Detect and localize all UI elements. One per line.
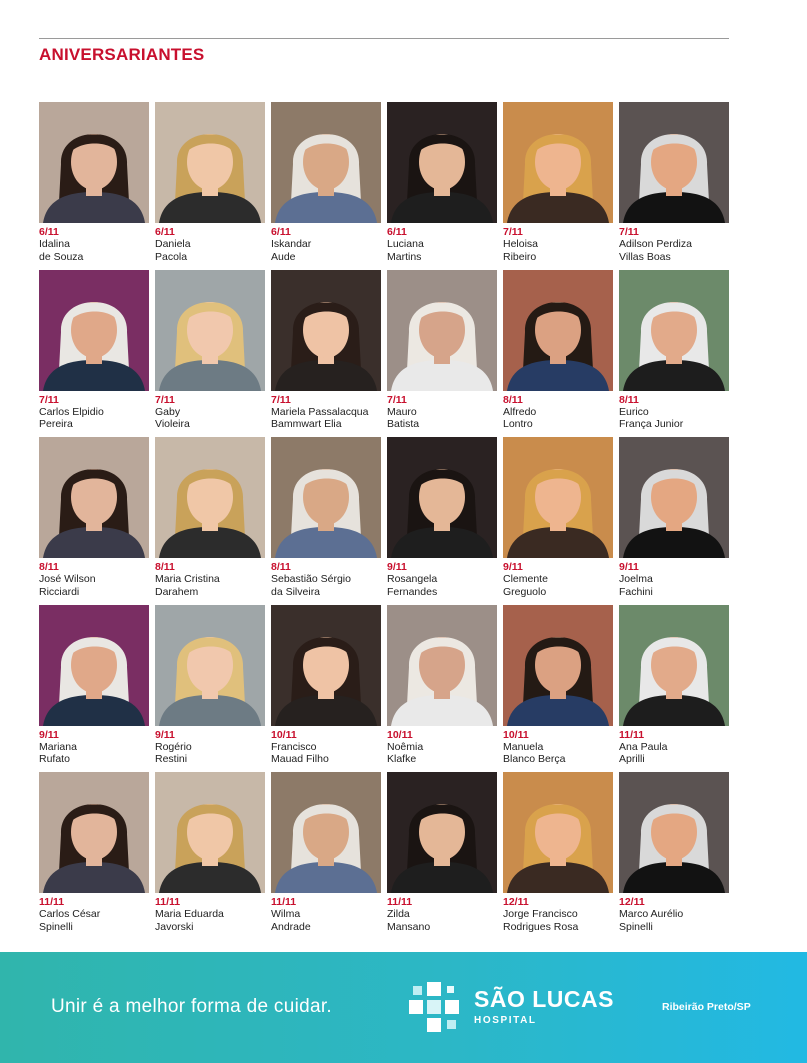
birthday-date: 12/11	[503, 896, 529, 908]
person-first-name: Carlos César	[39, 908, 101, 920]
person-card	[503, 772, 613, 940]
person-card	[155, 102, 265, 270]
person-first-name: Mariela Passalacqua	[271, 405, 369, 418]
birthday-date: 8/11	[271, 561, 291, 573]
person-photo	[39, 772, 149, 893]
person-photo	[155, 437, 265, 558]
person-last-name: Villas Boas	[619, 250, 671, 263]
footer-slogan: Unir é a melhor forma de cuidar.	[51, 996, 332, 1017]
person-first-name: Ana Paula	[619, 740, 668, 753]
person-first-name: Manuela	[503, 740, 544, 753]
section-title: ANIVERSARIANTES	[39, 45, 205, 64]
person-last-name: Violeira	[155, 418, 190, 430]
person-first-name: Noêmia	[387, 740, 424, 753]
person-photo	[39, 270, 149, 391]
person-card	[271, 102, 381, 270]
person-last-name: Martins	[387, 250, 422, 263]
person-card	[155, 270, 265, 438]
person-first-name: Mariana	[39, 740, 77, 753]
person-card	[39, 437, 149, 605]
birthday-date: 10/11	[503, 728, 529, 741]
person-photo	[503, 437, 613, 558]
person-photo	[39, 437, 149, 558]
person-first-name: Sebastião Sérgio	[271, 573, 351, 585]
person-first-name: Heloisa	[503, 238, 539, 250]
person-photo	[39, 102, 149, 223]
person-first-name: Maria Eduarda	[155, 908, 224, 920]
person-photo	[271, 605, 381, 726]
person-last-name: Spinelli	[619, 920, 653, 933]
person-card	[39, 102, 149, 270]
person-photo	[155, 772, 265, 893]
person-last-name: Lontro	[503, 418, 533, 430]
person-card	[503, 270, 613, 438]
birthday-date: 7/11	[155, 393, 175, 406]
person-photo	[503, 772, 613, 893]
birthday-date: 7/11	[387, 393, 407, 406]
person-photo	[387, 772, 497, 893]
birthday-date: 11/11	[387, 896, 413, 908]
birthday-date: 11/11	[39, 896, 65, 908]
person-last-name: Andrade	[271, 920, 311, 933]
birthday-date: 8/11	[619, 393, 639, 406]
person-last-name: Batista	[387, 418, 420, 430]
person-last-name: Spinelli	[39, 920, 73, 933]
person-card	[387, 772, 497, 940]
person-card	[155, 437, 265, 605]
person-photo	[271, 270, 381, 391]
birthday-date: 11/11	[271, 896, 297, 908]
person-card	[271, 772, 381, 940]
person-photo	[619, 270, 729, 391]
person-photo	[503, 605, 613, 726]
person-card	[271, 605, 381, 773]
birthday-grid	[39, 102, 729, 940]
person-card	[619, 437, 729, 605]
person-first-name: Eurico	[619, 405, 649, 418]
birthday-date: 6/11	[271, 226, 291, 238]
person-photo	[503, 102, 613, 223]
person-last-name: Ricciardi	[39, 585, 80, 598]
birthday-date: 6/11	[387, 226, 407, 238]
person-first-name: Idalina	[39, 238, 70, 250]
person-first-name: Rogério	[155, 740, 192, 753]
person-card	[503, 102, 613, 270]
person-photo	[387, 605, 497, 726]
person-first-name: Marco Aurélio	[619, 908, 684, 920]
person-card	[619, 772, 729, 940]
person-last-name: Pacola	[155, 250, 188, 263]
person-last-name: Restini	[155, 753, 188, 765]
person-photo	[619, 437, 729, 558]
birthday-date: 8/11	[155, 561, 175, 573]
birthday-date: 6/11	[155, 226, 175, 238]
person-card	[387, 605, 497, 773]
person-card	[619, 605, 729, 773]
birthday-date: 12/11	[619, 896, 645, 908]
person-first-name: Alfredo	[503, 405, 537, 418]
person-photo	[387, 102, 497, 223]
birthday-date: 10/11	[271, 728, 297, 741]
person-card	[387, 102, 497, 270]
person-last-name: Aprilli	[619, 753, 645, 765]
person-last-name: Mauad Filho	[271, 753, 329, 765]
brand-subtitle: HOSPITAL	[474, 1015, 537, 1026]
person-photo	[155, 102, 265, 223]
person-photo	[503, 270, 613, 391]
person-card	[271, 270, 381, 438]
person-first-name: Gaby	[155, 405, 181, 418]
person-first-name: Maria Cristina	[155, 573, 220, 585]
person-last-name: de Souza	[39, 250, 84, 263]
person-first-name: Joelma	[619, 573, 653, 585]
city-label: Ribeirão Preto/SP	[662, 1001, 751, 1013]
person-first-name: José Wilson	[39, 573, 96, 585]
birthday-date: 10/11	[387, 728, 413, 741]
person-first-name: Rosangela	[387, 573, 438, 585]
person-last-name: Fachini	[619, 585, 653, 598]
person-last-name: Rufato	[39, 753, 70, 765]
person-photo	[387, 437, 497, 558]
birthday-date: 9/11	[155, 728, 175, 741]
person-first-name: Luciana	[387, 238, 424, 250]
person-card	[619, 102, 729, 270]
person-card	[155, 772, 265, 940]
person-card	[619, 270, 729, 438]
person-card	[387, 270, 497, 438]
person-last-name: Rodrigues Rosa	[503, 920, 579, 933]
person-first-name: Wilma	[271, 908, 301, 920]
person-photo	[39, 605, 149, 726]
person-card	[503, 437, 613, 605]
brand-name: SÃO LUCAS	[474, 986, 614, 1012]
person-photo	[155, 605, 265, 726]
birthday-date: 11/11	[619, 728, 645, 741]
person-last-name: Blanco Berça	[503, 753, 566, 765]
person-photo	[619, 102, 729, 223]
person-last-name: Mansano	[387, 920, 431, 933]
person-first-name: Adilson Perdiza	[619, 238, 692, 250]
birthday-date: 7/11	[271, 393, 291, 406]
person-last-name: Pereira	[39, 418, 73, 430]
birthday-date: 7/11	[503, 226, 523, 238]
top-rule	[39, 38, 729, 39]
person-card	[39, 270, 149, 438]
person-card	[39, 605, 149, 773]
person-first-name: Zilda	[387, 908, 410, 920]
person-last-name: Ribeiro	[503, 250, 537, 263]
birthday-date: 9/11	[387, 561, 407, 573]
person-photo	[155, 270, 265, 391]
birthday-date: 8/11	[39, 561, 59, 573]
person-last-name: da Silveira	[271, 585, 321, 598]
person-last-name: Greguolo	[503, 585, 547, 598]
birthday-date: 8/11	[503, 393, 523, 406]
birthday-date: 9/11	[503, 561, 523, 573]
person-first-name: Iskandar	[271, 238, 312, 250]
person-first-name: Mauro	[387, 405, 417, 418]
person-last-name: Fernandes	[387, 585, 438, 598]
person-photo	[271, 437, 381, 558]
birthday-date: 9/11	[39, 728, 59, 741]
person-first-name: Carlos Elpidio	[39, 405, 104, 418]
person-last-name: Klafke	[387, 753, 417, 765]
person-photo	[387, 270, 497, 391]
birthday-date: 6/11	[39, 226, 59, 238]
person-last-name: França Junior	[619, 418, 684, 430]
person-card	[271, 437, 381, 605]
birthday-date: 9/11	[619, 561, 639, 573]
person-last-name: Darahem	[155, 585, 199, 598]
person-last-name: Javorski	[155, 920, 194, 933]
person-first-name: Francisco	[271, 740, 317, 753]
person-photo	[271, 772, 381, 893]
birthday-date: 7/11	[39, 393, 59, 406]
footer-banner	[0, 952, 807, 1063]
person-last-name: Aude	[271, 250, 296, 263]
person-photo	[619, 772, 729, 893]
person-last-name: Bammwart Elia	[271, 418, 342, 430]
person-card	[155, 605, 265, 773]
birthday-date: 7/11	[619, 226, 639, 238]
person-card	[39, 772, 149, 940]
person-photo	[619, 605, 729, 726]
person-card	[387, 437, 497, 605]
person-photo	[271, 102, 381, 223]
person-card	[503, 605, 613, 773]
hospital-logo-icon	[409, 982, 463, 1036]
person-first-name: Jorge Francisco	[503, 908, 578, 920]
birthday-date: 11/11	[155, 896, 181, 908]
person-first-name: Clemente	[503, 573, 548, 585]
person-first-name: Daniela	[155, 238, 191, 250]
